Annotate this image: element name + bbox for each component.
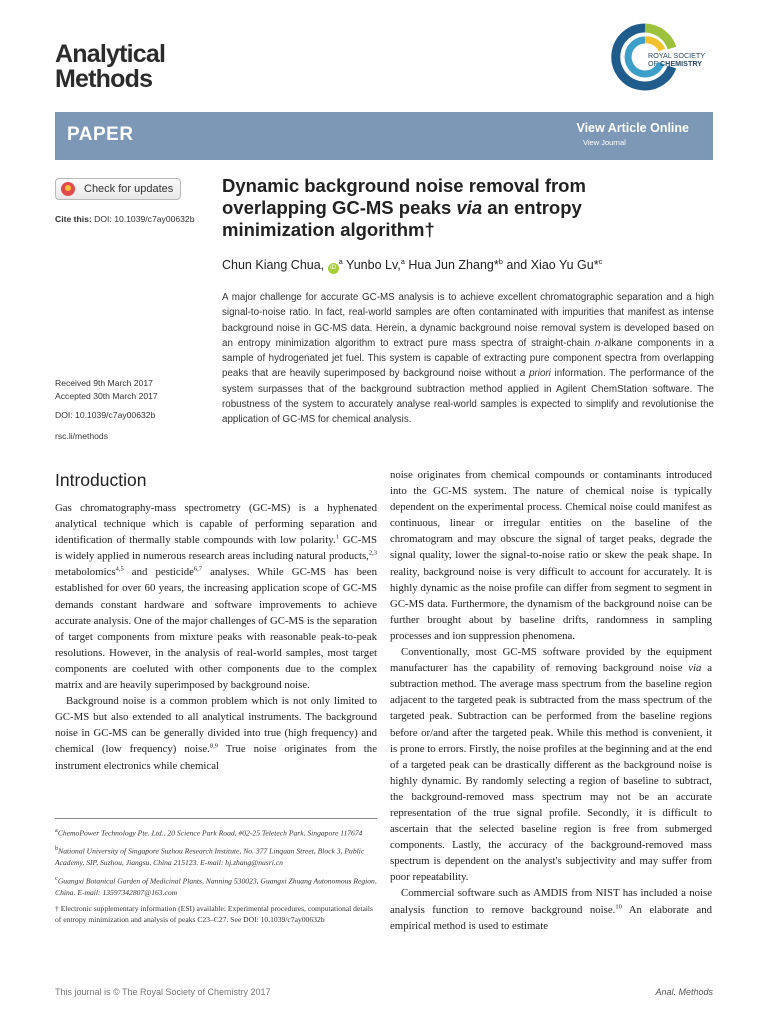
body-column-right: [390, 467, 712, 934]
journal-title-line2: Methods: [55, 65, 153, 93]
author-name[interactable]: Hua Jun Zhang*: [404, 258, 499, 273]
esi-footnote: † Electronic supplementary information (ESI) available: Experimental procedures, computational details of entropy minimization and analysis of peaks C23–C27. See DOI: 10.1039/c7ay00632b: [55, 903, 373, 925]
cite-this: Cite this: DOI: 10.1039/c7ay00632b: [55, 214, 195, 224]
check-for-updates-button[interactable]: [55, 178, 181, 200]
section-heading-introduction: Introduction: [55, 470, 147, 490]
affiliation-footnote: $^c$Guangxi Botanical Garden of Medicinal Plants, Nanning 530023, Guangxi Zhuang Autonomous Region, China. E-mail: 13597342807@163.com: [55, 874, 377, 897]
view-journal-link[interactable]: View Journal: [583, 138, 626, 147]
author-name[interactable]: and Xiao Yu Gu*: [502, 258, 599, 273]
author-list: Chun Kiang Chua, $iD^a$ Yunbo Lv,$^a$ Hua Jun Zhang*$^b$ and Xiao Yu Gu*$^c$: [222, 257, 603, 273]
author-name[interactable]: Chun Kiang Chua,: [222, 258, 325, 273]
journal-footer: Anal. Methods: [655, 987, 713, 997]
article-doi[interactable]: DOI: 10.1039/c7ay00632b: [55, 410, 156, 420]
check-updates-label: Check for updates: [84, 183, 174, 195]
publisher-name-line2: OF CHEMISTRY: [648, 59, 703, 68]
body-paragraph: Background noise is a common problem which is not only limited to GC-MS but also extended to all analytical instruments. The background noise in GC-MS can be generally divided into true (high frequency) and chemical (low frequency) noise.$^{8,9}$ True noise originates from the instrument electronics while chemical: [55, 695, 377, 772]
received-date: Received 9th March 2017: [55, 378, 153, 388]
body-column-left: [55, 500, 377, 774]
affiliation-footnote: $^a$ChemoPower Technology Pte. Ltd., 20 Science Park Road, #02-25 Teletech Park, Singapore 117674: [55, 827, 363, 838]
article-title: Dynamic background noise removal from overlapping GC-MS peaks via an entropy minimization algorithm†: [222, 175, 586, 240]
publisher-name-line1: ROYAL SOCIETY: [648, 51, 706, 60]
orcid-icon[interactable]: iD: [328, 263, 339, 274]
journal-title-line1: Analytical: [55, 40, 166, 68]
author-name[interactable]: Yunbo Lv,: [342, 258, 401, 273]
publisher-logo: [610, 22, 720, 92]
copyright-footer: This journal is © The Royal Society of Chemistry 2017: [55, 987, 271, 997]
body-paragraph: Conventionally, most GC-MS software provided by the equipment manufacturer has the capability of removing background noise via a subtraction method. The average mass spectrum from the baseline region adjacent to the targeted peak is subtracted from the mass spectrum of the targeted peak. Subtraction can be performed from the baseline regions before or/and after the targeted peak. While this method is convenient, it is prone to errors. Firstly, the noise profiles at the beginning and at the end of a targeted peak can be drastically different as the background noise is highly dynamic. By randomly selecting a region of baseline to subtract, the background-removed mass spectrum may not be an accurate representation of the true signal profile. Secondly, it is difficult to ascertain that the selected baseline region is free from submerged components. Lastly, the accuracy of the background-removed mass spectrum is dependent on the analyst's subjectivity and may suffer from poor repeatability.: [390, 646, 712, 884]
footnotes: [55, 818, 377, 930]
journal-link[interactable]: rsc.li/methods: [55, 431, 109, 441]
accepted-date: Accepted 30th March 2017: [55, 391, 158, 401]
affiliation-footnote: $^b$National University of Singapore Suzhou Research Institute, No. 377 Linquan Street, Block 3, Public Academy, SIP, Suzhou, Jiangsu, China 215123. E-mail: hj.zhang@nusri.cn: [55, 845, 365, 868]
view-article-online-link[interactable]: View Article Online: [576, 121, 689, 135]
article-type-banner: [55, 112, 713, 160]
journal-title: [55, 42, 165, 92]
check-updates-icon: [61, 182, 75, 196]
article-type-label: PAPER: [67, 124, 134, 145]
abstract: A major challenge for accurate GC-MS analysis is to achieve excellent chromatographic separation and a high signal-to-noise ratio. In fact, real-world samples are often contaminated with impurities that manifest as intense background noise in GC-MS data. Herein, a dynamic background noise removal system is developed based on an entropy minimization algorithm to extract pure mass spectra of straight-chain n-alkane components in a sample of hydrogenated jet fuel. This system is capable of extracting pure component spectra from overlapping peaks that are heavily superimposed by background noise without a priori information. The performance of the system surpasses that of the background subtraction method applied in Agilent ChemStation software. The robustness of the system to accurately analyse real-world samples is expected to simplify and revolutionise the application of GC-MS for chemical analysis.: [222, 292, 714, 426]
body-paragraph: noise originates from chemical compounds or contaminants introduced into the GC-MS system. The nature of chemical noise is typically dependent on the experimental process. Chemical noise could manifest as continuous, linear or irregular entities on the baseline of the chromatogram and may obscure the signal of target peaks, degrade the signal quality, lower the signal-to-noise ratio or skew the peak shape. In reality, background noise is very difficult to account for accurately. It is highly dynamic as the noise profile can differ from segment to segment in GC-MS data. Furthermore, the dynamism of the background noise can be further brought about by baseline drifts, randomness in sampling processes and ion suppression phenomena.: [390, 469, 712, 642]
body-paragraph: Gas chromatography-mass spectrometry (GC-MS) is a hyphenated analytical technique which is capable of performing separation and identification of thermally stable compounds with low polarity.$^1$ GC-MS is widely applied in numerous research areas including natural products,$^{2,3}$ metabolomics$^{4,5}$ and pesticide$^{6,7}$ analyses. While GC-MS has been established for over 60 years, the increasing application scope of GC-MS demands constant hardware and software improvements to achieve accurate analysis. One of the major challenges of GC-MS is the separation of target components from mixture peaks with reasonable peak-to-peak resolutions. However, in the analysis of real-world samples, most target components are coeluted with other components due to the complex matrix and are heavily superimposed by background noise.: [55, 502, 378, 692]
body-paragraph: Commercial software such as AMDIS from NIST has included a noise analysis function to remove background noise.$^{10}$ An elaborate and empirical method is used to estimate: [390, 887, 712, 932]
